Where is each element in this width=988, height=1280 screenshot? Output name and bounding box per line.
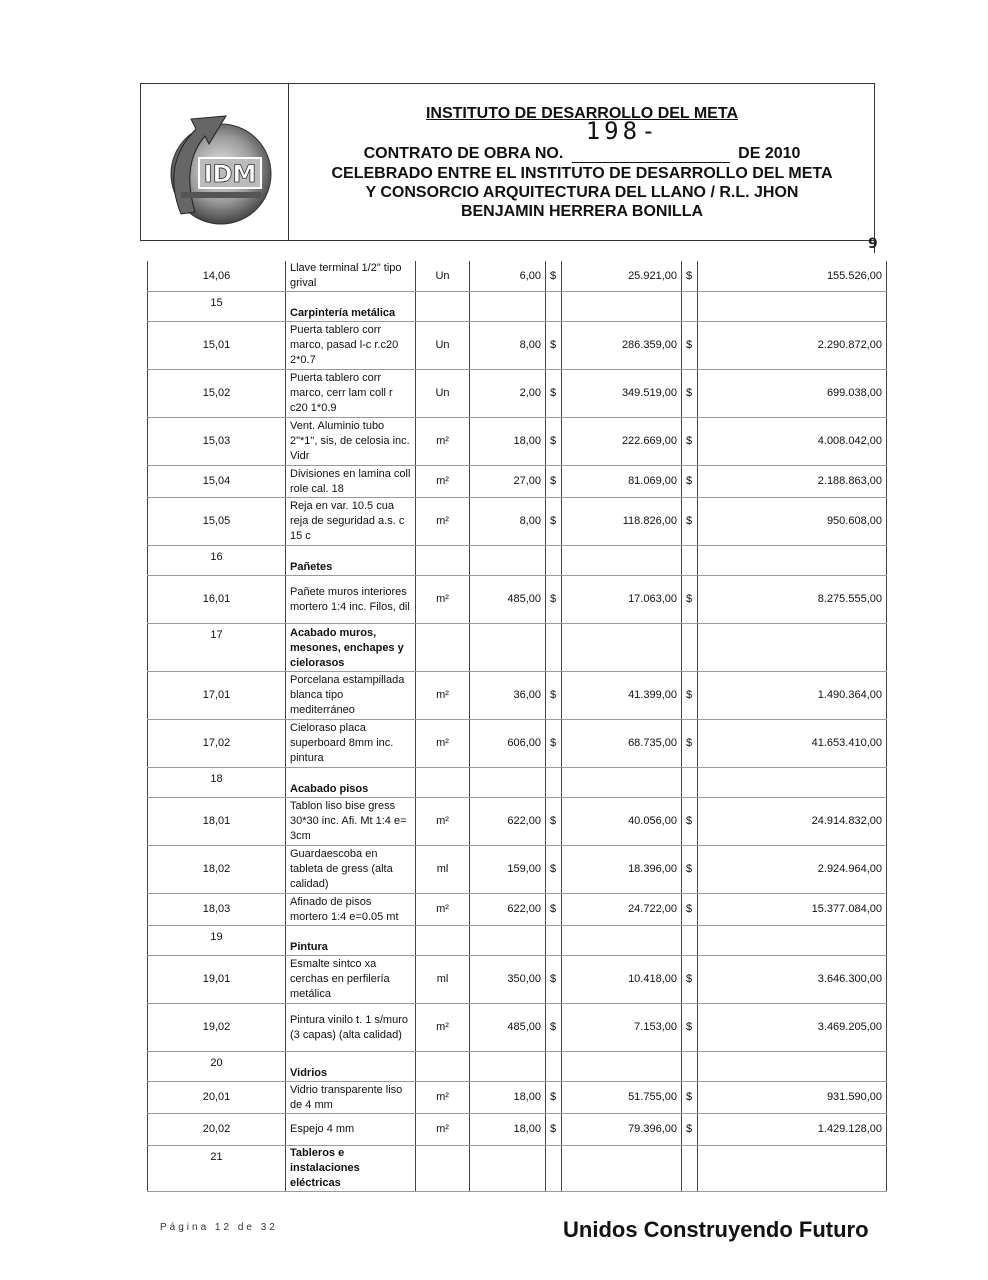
item-description: Pintura vinilo t. 1 s/muro (3 capas) (alta calidad) (286, 1004, 416, 1052)
item-description: Afinado de pisos mortero 1:4 e=0.05 mt (286, 894, 416, 926)
item-unit: m² (416, 576, 470, 624)
item-unit-price: 24.722,00 (562, 894, 682, 926)
header-right-border (874, 83, 875, 253)
unit-price-currency (546, 624, 562, 672)
unit-price-currency (546, 292, 562, 322)
item-quantity: 622,00 (470, 894, 546, 926)
item-unit-price (562, 768, 682, 798)
unit-price-currency: $ (546, 798, 562, 846)
item-quantity (470, 926, 546, 956)
table-row (148, 576, 887, 624)
total-currency: $ (682, 418, 698, 466)
item-description: Cieloraso placa superboard 8mm inc. pintura (286, 720, 416, 768)
item-unit-price: 10.418,00 (562, 956, 682, 1004)
item-code: 17 (148, 624, 286, 672)
item-unit (416, 546, 470, 576)
table-row (148, 1114, 887, 1146)
item-total: 2.188.863,00 (698, 466, 887, 498)
total-currency: $ (682, 846, 698, 894)
total-currency (682, 768, 698, 798)
item-unit-price: 349.519,00 (562, 370, 682, 418)
unit-price-currency: $ (546, 1082, 562, 1114)
item-unit-price: 18.396,00 (562, 846, 682, 894)
item-total (698, 292, 887, 322)
item-unit: m² (416, 720, 470, 768)
item-unit: m² (416, 498, 470, 546)
item-description: Divisiones en lamina coll role cal. 18 (286, 466, 416, 498)
item-code: 15 (148, 292, 286, 322)
table-row (148, 798, 887, 846)
item-quantity: 18,00 (470, 418, 546, 466)
item-unit-price: 286.359,00 (562, 322, 682, 370)
item-description: Espejo 4 mm (286, 1114, 416, 1146)
item-unit: Un (416, 370, 470, 418)
item-unit: m² (416, 798, 470, 846)
total-currency: $ (682, 1082, 698, 1114)
total-currency: $ (682, 370, 698, 418)
unit-price-currency: $ (546, 418, 562, 466)
item-total: 8.275.555,00 (698, 576, 887, 624)
item-unit-price: 41.399,00 (562, 672, 682, 720)
unit-price-currency: $ (546, 370, 562, 418)
item-description: Carpintería metálica (286, 292, 416, 322)
table-row (148, 370, 887, 418)
item-quantity (470, 624, 546, 672)
unit-price-currency: $ (546, 846, 562, 894)
item-unit: m² (416, 672, 470, 720)
total-currency: $ (682, 798, 698, 846)
item-unit-price: 51.755,00 (562, 1082, 682, 1114)
total-currency: $ (682, 261, 698, 292)
item-unit (416, 1052, 470, 1082)
item-description: Acabado muros, mesones, enchapes y cielorasos (286, 624, 416, 672)
item-quantity: 6,00 (470, 261, 546, 292)
total-currency (682, 546, 698, 576)
item-unit-price: 79.396,00 (562, 1114, 682, 1146)
item-unit: m² (416, 1114, 470, 1146)
item-quantity: 27,00 (470, 466, 546, 498)
item-unit (416, 768, 470, 798)
contract-header (140, 83, 875, 241)
item-description: Porcelana estampillada blanca tipo mediterráneo (286, 672, 416, 720)
institution-title: INSTITUTO DE DESARROLLO DEL META (425, 105, 738, 122)
item-total: 3.646.300,00 (698, 956, 887, 1004)
parties-line-1: CELEBRADO ENTRE EL INSTITUTO DE DESARROLLO DEL META (331, 165, 833, 182)
item-unit: m² (416, 466, 470, 498)
item-unit: m² (416, 1082, 470, 1114)
section-row (148, 926, 887, 956)
item-unit: m² (416, 1004, 470, 1052)
total-currency: $ (682, 672, 698, 720)
unit-price-currency: $ (546, 1004, 562, 1052)
total-currency (682, 292, 698, 322)
total-currency: $ (682, 720, 698, 768)
unit-price-currency (546, 1146, 562, 1192)
item-unit-price: 7.153,00 (562, 1004, 682, 1052)
item-total: 3.469.205,00 (698, 1004, 887, 1052)
total-currency (682, 926, 698, 956)
contract-number-field (572, 117, 730, 163)
item-total (698, 1052, 887, 1082)
item-description: Pañetes (286, 546, 416, 576)
table-row (148, 956, 887, 1004)
table-row (148, 894, 887, 926)
item-quantity: 18,00 (470, 1082, 546, 1114)
unit-price-currency (546, 768, 562, 798)
table-row (148, 418, 887, 466)
item-quantity: 8,00 (470, 498, 546, 546)
item-quantity (470, 546, 546, 576)
item-total: 2.924.964,00 (698, 846, 887, 894)
contract-suffix: DE 2010 (738, 145, 801, 162)
item-total (698, 926, 887, 956)
item-total: 1.429.128,00 (698, 1114, 887, 1146)
item-quantity (470, 1052, 546, 1082)
item-total (698, 624, 887, 672)
item-code: 19,02 (148, 1004, 286, 1052)
item-unit (416, 1146, 470, 1192)
item-code: 19,01 (148, 956, 286, 1004)
unit-price-currency (546, 1052, 562, 1082)
item-description: Llave terminal 1/2" tipo grival (286, 261, 416, 292)
total-currency: $ (682, 1004, 698, 1052)
item-description: Pintura (286, 926, 416, 956)
unit-price-currency: $ (546, 466, 562, 498)
item-total: 699.038,00 (698, 370, 887, 418)
table-row (148, 1004, 887, 1052)
unit-price-currency (546, 546, 562, 576)
item-code: 14,06 (148, 261, 286, 292)
parties-line-3: BENJAMIN HERRERA BONILLA (460, 203, 704, 220)
item-total (698, 768, 887, 798)
contract-line (289, 117, 875, 163)
item-unit-price: 68.735,00 (562, 720, 682, 768)
item-unit-price (562, 546, 682, 576)
item-code: 17,02 (148, 720, 286, 768)
table-row (148, 466, 887, 498)
table-row (148, 322, 887, 370)
item-unit (416, 926, 470, 956)
section-row (148, 292, 887, 322)
item-quantity (470, 768, 546, 798)
footer-slogan: Unidos Construyendo Futuro (563, 1217, 869, 1242)
item-quantity: 606,00 (470, 720, 546, 768)
item-description: Vent. Aluminio tubo 2"*1", sis, de celosia inc. Vidr (286, 418, 416, 466)
item-total: 24.914.832,00 (698, 798, 887, 846)
item-description: Esmalte sintco xa cerchas en perfilería metálica (286, 956, 416, 1004)
page-number: Página 12 de 32 (160, 1222, 278, 1233)
total-currency: $ (682, 894, 698, 926)
unit-price-currency: $ (546, 672, 562, 720)
item-description: Tablon liso bise gress 30*30 inc. Afi. Mt 1:4 e= 3cm (286, 798, 416, 846)
section-row (148, 624, 887, 672)
item-code: 15,05 (148, 498, 286, 546)
item-code: 15,01 (148, 322, 286, 370)
item-quantity: 159,00 (470, 846, 546, 894)
unit-price-currency: $ (546, 322, 562, 370)
table-row (148, 720, 887, 768)
item-code: 17,01 (148, 672, 286, 720)
item-unit-price (562, 1146, 682, 1192)
handwritten-folio-mark: 9 (868, 236, 878, 252)
unit-price-currency: $ (546, 894, 562, 926)
item-code: 16 (148, 546, 286, 576)
item-description: Puerta tablero corr marco, pasad l-c r.c20 2*0.7 (286, 322, 416, 370)
item-unit: ml (416, 956, 470, 1004)
item-total: 155.526,00 (698, 261, 887, 292)
item-description: Reja en var. 10.5 cua reja de seguridad a.s. c 15 c (286, 498, 416, 546)
item-unit-price (562, 624, 682, 672)
unit-price-currency: $ (546, 261, 562, 292)
total-currency: $ (682, 322, 698, 370)
item-total: 931.590,00 (698, 1082, 887, 1114)
item-unit-price: 118.826,00 (562, 498, 682, 546)
item-unit-price (562, 926, 682, 956)
item-total: 4.008.042,00 (698, 418, 887, 466)
total-currency: $ (682, 498, 698, 546)
item-code: 16,01 (148, 576, 286, 624)
item-total (698, 546, 887, 576)
total-currency (682, 624, 698, 672)
item-unit: m² (416, 418, 470, 466)
item-quantity: 36,00 (470, 672, 546, 720)
contract-prefix: CONTRATO DE OBRA NO. (363, 145, 564, 162)
table-row (148, 498, 887, 546)
unit-price-currency: $ (546, 1114, 562, 1146)
item-quantity: 8,00 (470, 322, 546, 370)
item-total: 15.377.084,00 (698, 894, 887, 926)
item-code: 19 (148, 926, 286, 956)
table-row (148, 846, 887, 894)
item-total: 1.490.364,00 (698, 672, 887, 720)
unit-price-currency: $ (546, 498, 562, 546)
unit-price-currency (546, 926, 562, 956)
table-row (148, 1082, 887, 1114)
item-quantity: 622,00 (470, 798, 546, 846)
item-unit-price: 222.669,00 (562, 418, 682, 466)
item-unit-price: 40.056,00 (562, 798, 682, 846)
budget-items-table (147, 261, 887, 1192)
item-unit: Un (416, 322, 470, 370)
total-currency (682, 1146, 698, 1192)
unit-price-currency: $ (546, 576, 562, 624)
parties-line-2: Y CONSORCIO ARQUITECTURA DEL LLANO / R.L. JHON (365, 184, 799, 201)
total-currency: $ (682, 1114, 698, 1146)
item-total: 2.290.872,00 (698, 322, 887, 370)
item-unit-price (562, 292, 682, 322)
svg-text:IDM: IDM (203, 160, 257, 188)
item-description: Puerta tablero corr marco, cerr lam coll r c20 1*0.9 (286, 370, 416, 418)
idm-logo-icon (151, 94, 279, 232)
item-description: Pañete muros interiores mortero 1:4 inc. Filos, dil (286, 576, 416, 624)
item-code: 18,01 (148, 798, 286, 846)
item-quantity: 350,00 (470, 956, 546, 1004)
item-unit: m² (416, 894, 470, 926)
item-unit-price: 25.921,00 (562, 261, 682, 292)
item-code: 15,03 (148, 418, 286, 466)
item-code: 20,01 (148, 1082, 286, 1114)
table-row (148, 261, 887, 292)
section-row (148, 768, 887, 798)
item-total: 950.608,00 (698, 498, 887, 546)
item-quantity: 18,00 (470, 1114, 546, 1146)
item-description: Vidrio transparente liso de 4 mm (286, 1082, 416, 1114)
title-area (289, 84, 875, 241)
item-unit: Un (416, 261, 470, 292)
section-row (148, 1146, 887, 1192)
logo-cell (141, 84, 289, 241)
item-description: Vidrios (286, 1052, 416, 1082)
item-description: Guardaescoba en tableta de gress (alta calidad) (286, 846, 416, 894)
item-quantity (470, 1146, 546, 1192)
unit-price-currency: $ (546, 720, 562, 768)
item-total (698, 1146, 887, 1192)
item-code: 15,04 (148, 466, 286, 498)
item-unit-price: 17.063,00 (562, 576, 682, 624)
item-description: Tableros e instalaciones eléctricas (286, 1146, 416, 1192)
total-currency: $ (682, 576, 698, 624)
item-code: 18 (148, 768, 286, 798)
item-unit (416, 292, 470, 322)
total-currency: $ (682, 466, 698, 498)
item-unit-price (562, 1052, 682, 1082)
item-unit-price: 81.069,00 (562, 466, 682, 498)
item-code: 18,02 (148, 846, 286, 894)
item-code: 21 (148, 1146, 286, 1192)
unit-price-currency: $ (546, 956, 562, 1004)
item-code: 18,03 (148, 894, 286, 926)
contract-number: 198- (585, 117, 660, 145)
section-row (148, 1052, 887, 1082)
item-code: 15,02 (148, 370, 286, 418)
item-quantity: 485,00 (470, 576, 546, 624)
item-total: 41.653.410,00 (698, 720, 887, 768)
item-quantity (470, 292, 546, 322)
total-currency (682, 1052, 698, 1082)
total-currency: $ (682, 956, 698, 1004)
item-unit: ml (416, 846, 470, 894)
item-quantity: 485,00 (470, 1004, 546, 1052)
table-row (148, 672, 887, 720)
item-code: 20,02 (148, 1114, 286, 1146)
item-unit (416, 624, 470, 672)
section-row (148, 546, 887, 576)
item-quantity: 2,00 (470, 370, 546, 418)
item-code: 20 (148, 1052, 286, 1082)
item-description: Acabado pisos (286, 768, 416, 798)
